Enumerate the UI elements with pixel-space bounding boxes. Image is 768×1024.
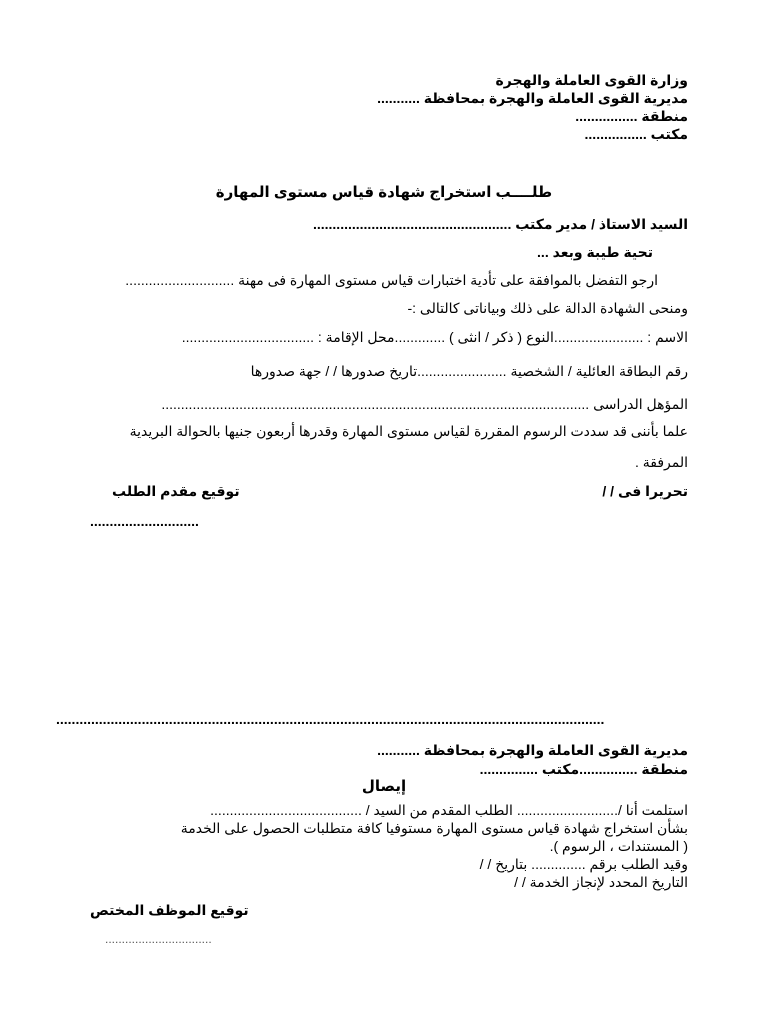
region-line: منطقة ................ [575, 108, 688, 124]
fees-line-1: علما بأننى قد سددت الرسوم المقررة لقياس مستوى المهارة وقدرها أربعون جنيها بالحوالة البريدية [129, 423, 688, 439]
body-line-2: ومنحى الشهادة الدالة على ذلك وبياناتى كالتالى :- [407, 300, 688, 316]
employee-signature-label: توقيع الموظف المختص [90, 902, 249, 918]
receipt-line-1: استلمت أنا /.......................... الطلب المقدم من السيد / ....................................... [210, 802, 688, 818]
receipt-line-3: ( المستندات ، الرسوم ). [549, 838, 688, 854]
receipt-title: إيصال [361, 778, 407, 795]
addressee-line: السيد الاستاذ / مدير مكتب ................................................... [312, 216, 688, 232]
id-card-line: رقم البطاقة العائلية / الشخصية .......................تاريخ صدورها / / جهة صدورها [250, 363, 688, 379]
office-line: مكتب ................ [584, 126, 688, 142]
receipt-line-4: وقيد الطلب برقم .............. بتاريخ / / [479, 856, 688, 872]
fees-line-2: المرفقة . [634, 454, 688, 470]
applicant-signature-label: توقيع مقدم الطلب [112, 483, 240, 499]
body-line-1: ارجو التفضل بالموافقة على تأدية اختبارات قياس مستوى المهارة فى مهنة ............................ [125, 272, 658, 288]
request-title: طلــــب استخراج شهادة قياس مستوى المهارة [215, 184, 553, 201]
receipt-directorate: مديرية القوى العاملة والهجرة بمحافظة ........... [377, 742, 688, 758]
receipt-line-5: التاريخ المحدد لإنجاز الخدمة / / [514, 874, 688, 890]
applicant-signature-dots: ............................ [90, 513, 199, 529]
employee-signature-dots: ................................ [105, 932, 212, 946]
receipt-region-office: منطقة ...............مكتب ............... [479, 761, 688, 777]
name-line: الاسم : .......................النوع ( ذكر / انثى ) .............محل الإقامة : .................................. [181, 329, 688, 345]
directorate-name: مديرية القوى العاملة والهجرة بمحافظة ........... [377, 90, 688, 106]
greeting-line: تحية طيبة وبعد ... [537, 244, 653, 260]
cut-separator: ............................................................................................................................................. [56, 711, 605, 727]
ministry-name: وزارة القوى العاملة والهجرة [495, 72, 688, 88]
receipt-line-2: بشأن استخراج شهادة قياس مستوى المهارة مستوفيا كافة متطلبات الحصول على الخدمة [180, 820, 688, 836]
qualification-line: المؤهل الدراسى .............................................................................................................. [161, 396, 688, 412]
written-date: تحريرا فى / / [602, 483, 688, 499]
